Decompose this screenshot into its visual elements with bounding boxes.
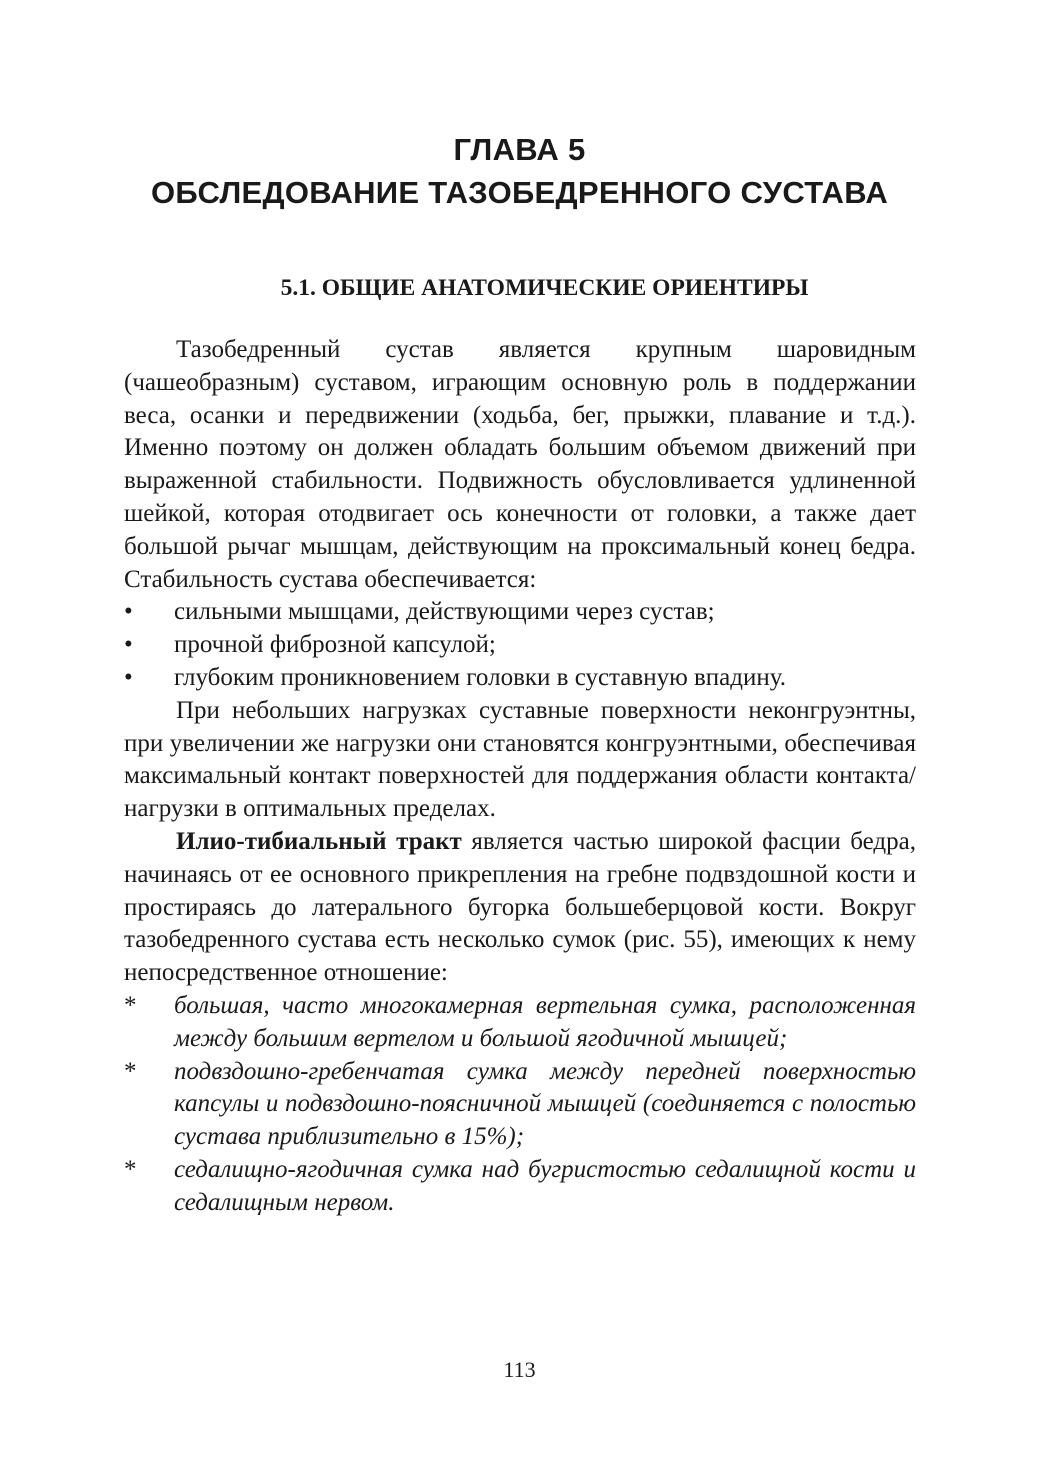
list-item: [124, 1154, 916, 1220]
body-text: [124, 334, 916, 1220]
section-title: 5.1. ОБЩИЕ АНАТОМИЧЕСКИЕ ОРИЕНТИРЫ: [280, 275, 809, 301]
stability-list: [124, 596, 916, 694]
bullet-mark: •: [124, 598, 133, 626]
asterisk-mark: *: [124, 1057, 137, 1085]
paragraph-joint-overview: Тазобедренный сустав является крупным шаровидным (чашеобразным) суставом, играющим основную роль в поддержании веса, осанки и передвижении (ходьба, бег, прыжки, плавание и т.д.). Именно поэтому он должен обладать большим объемом движений при выраженной стабильности. Подвижность обусловливается удлиненной шейкой, которая отодвигает ось конечности от головки, а также дает большой рычаг мышцам, действующим на проксимальный конец бедра. Стабильность сустава обеспечивается:: [124, 336, 916, 593]
list-item: [124, 596, 916, 629]
list-item-text: седалищно-ягодичная сумка над бугристостью седалищной кости и седалищным нервом.: [174, 1155, 916, 1216]
list-item: [124, 662, 916, 695]
list-item: [124, 629, 916, 662]
chapter-title: ОБСЛЕДОВАНИЕ ТАЗОБЕДРЕННОГО СУСТАВА: [150, 175, 889, 210]
paragraph-text: является частью широкой фасции бедра, начинаясь от ее основного прикрепления на гребне подвздошной кости и простираясь до латерального бугорка большеберцовой кости. Вокруг тазобедренного сустава есть несколько сумок (рис. 55), имеющих к нему непосредственное отношение:: [124, 827, 916, 987]
bullet-mark: •: [124, 663, 133, 691]
list-item-text: прочной фиброзной капсулой;: [174, 631, 496, 659]
chapter-number: ГЛАВА 5: [453, 132, 586, 167]
term-bold: Илио-тибиальный тракт: [176, 827, 462, 855]
bullet-mark: •: [124, 631, 133, 659]
page-number: 113: [503, 1357, 536, 1382]
list-item-text: большая, часто многокамерная вертельная сумка, расположенная между большим вертелом и большой ягодичной мышцей;: [174, 991, 916, 1052]
list-item-text: глубоким проникновением головки в суставную впадину.: [174, 663, 786, 691]
chapter-heading: [0, 128, 1039, 214]
bursae-list: [124, 990, 916, 1220]
asterisk-mark: *: [124, 991, 137, 1019]
list-item: [124, 1056, 916, 1154]
asterisk-mark: *: [124, 1155, 137, 1183]
list-item: [124, 990, 916, 1056]
list-item-text: подвздошно-гребенчатая сумка между передней поверхностью капсулы и подвздошно-поясничной мышцей (соединяется с полостью сустава приблизительно в 15%);: [174, 1057, 916, 1151]
paragraph-congruence: При небольших нагрузках суставные поверхности неконгруэнтны, при увеличении же нагрузки они становятся конгруэнтными, обеспечивая максимальный контакт поверхностей для поддержания области контакта/нагрузки в оптимальных пределах.: [124, 696, 916, 823]
list-item-text: сильными мышцами, действующими через сустав;: [174, 598, 715, 626]
paragraph-iliotibial-tract: [124, 826, 916, 990]
